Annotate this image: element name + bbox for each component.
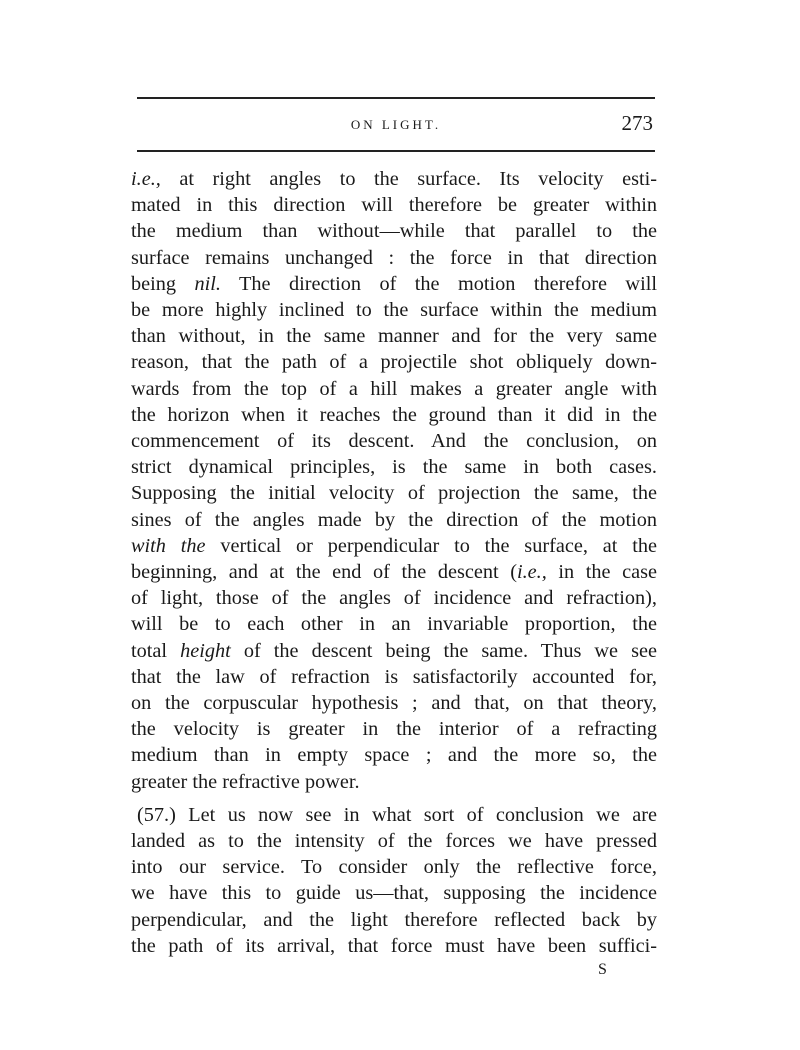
text-line: of light, those of the angles of incidence and refraction),: [131, 587, 657, 610]
italic-text: i.e.,: [131, 168, 161, 190]
header-top-rule: [137, 97, 655, 99]
text-line: the horizon when it reaches the ground than it did in the: [131, 403, 657, 426]
text-line: strict dynamical principles, is the same in both cases.: [131, 456, 657, 479]
text-line: wards from the top of a hill makes a greater angle with: [131, 377, 657, 400]
text-line: the medium than without—while that parallel to the: [131, 220, 657, 243]
text-line: [131, 559, 657, 585]
text-line: into our service. To consider only the reflective force,: [131, 856, 657, 879]
italic-text: nil.: [194, 272, 221, 295]
line-text: total: [131, 639, 181, 662]
text-line: greater the refractive power.: [131, 770, 360, 793]
text-line: landed as to the intensity of the forces we have pressed: [131, 830, 657, 853]
body-text: [131, 166, 657, 959]
text-line: [131, 533, 657, 559]
paragraph: [131, 802, 657, 959]
text-line: the velocity is greater in the interior of a refracting: [131, 718, 657, 741]
page-number: 273: [621, 111, 653, 135]
paragraph-gap: [131, 795, 657, 802]
text-line: (57.) Let us now see in what sort of conclusion we are: [137, 803, 657, 826]
italic-text: height: [180, 639, 231, 662]
text-line: on the corpuscular hypothesis ; and that, on that theory,: [131, 692, 657, 715]
running-head: ON LIGHT.: [350, 117, 442, 132]
text-line: [131, 638, 657, 664]
text-line: [131, 166, 657, 192]
text-line: be more highly inclined to the surface within the medium: [131, 299, 657, 322]
line-text: being: [131, 272, 195, 295]
text-line: mated in this direction will therefore be greater within: [131, 194, 657, 217]
text-line: than without, in the same manner and for the very same: [131, 325, 657, 348]
text-line: [131, 271, 657, 297]
text-line: medium than in empty space ; and the more so, the: [131, 744, 657, 767]
text-line: the path of its arrival, that force must have been suffici-: [131, 934, 657, 957]
text-line: Supposing the initial velocity of projection the same, the: [131, 482, 657, 505]
text-line: surface remains unchanged : the force in that direction: [131, 246, 657, 269]
line-text: at right angles to the surface. Its velocity esti-: [160, 168, 657, 190]
signature-mark: S: [598, 961, 608, 978]
text-line: commencement of its descent. And the conclusion, on: [131, 430, 657, 453]
line-text: beginning, and at the end of the descent (: [131, 561, 517, 584]
italic-text: i.e.,: [516, 561, 547, 584]
header-bottom-rule: [137, 150, 655, 152]
text-line: will be to each other in an invariable proportion, the: [131, 613, 657, 636]
text-line: perpendicular, and the light therefore reflected back by: [131, 908, 657, 931]
text-line: we have this to guide us—that, supposing the incidence: [131, 882, 657, 905]
text-line: sines of the angles made by the direction of the motion: [131, 508, 657, 531]
line-text: in the case: [546, 561, 657, 584]
paragraph: [131, 166, 657, 795]
line-text: The direction of the motion therefore will: [220, 272, 657, 295]
text-line: that the law of refraction is satisfactorily accounted for,: [131, 665, 657, 688]
italic-text: with the: [131, 534, 206, 557]
line-text: of the descent being the same. Thus we see: [230, 639, 657, 662]
line-text: vertical or perpendicular to the surface, at the: [205, 534, 657, 557]
page-header: [137, 111, 655, 137]
text-line: reason, that the path of a projectile shot obliquely down-: [131, 351, 657, 374]
